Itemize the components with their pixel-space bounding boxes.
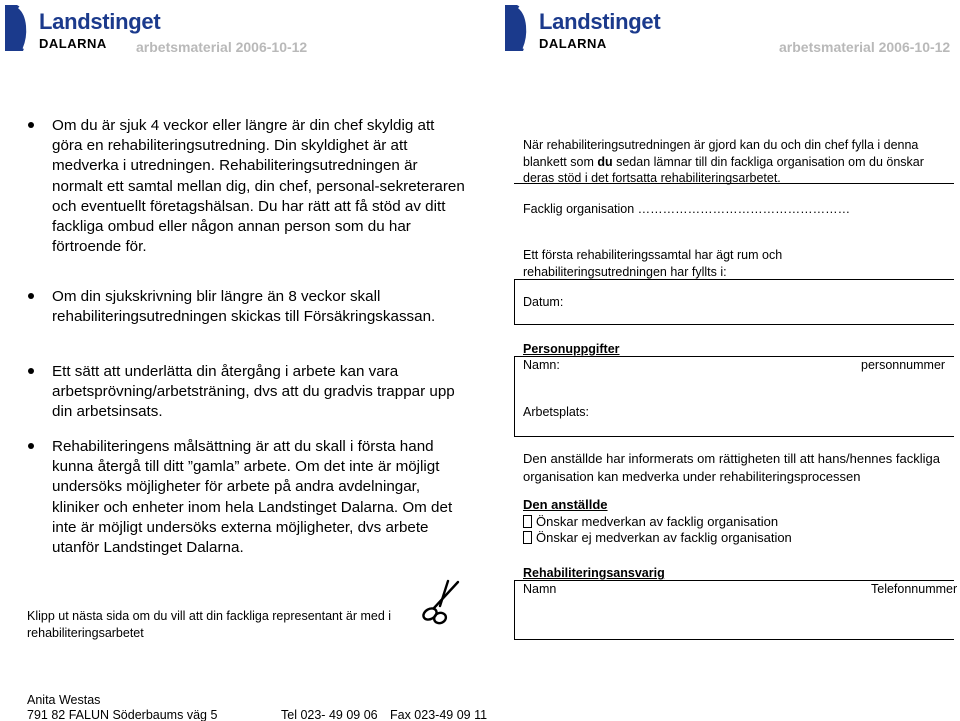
bullet-icon (28, 443, 34, 449)
bullet-icon (28, 122, 34, 128)
anstallde-heading: Den anställde (523, 497, 608, 512)
namn-field[interactable]: Namn: (523, 358, 560, 372)
field-border (514, 580, 515, 639)
bullet-icon (28, 293, 34, 299)
logo-region: DALARNA (39, 36, 107, 51)
logo-name: Landstinget (539, 9, 661, 34)
checkbox-icon[interactable] (523, 531, 532, 544)
landstinget-logo-right (503, 3, 661, 53)
scissors-icon (418, 578, 466, 626)
bullet-text: Om du är sjuk 4 veckor eller längre är din chef skyldig att göra en rehabiliteringsutredning. Din skyldighet är att medverka i utredningen. Rehabiliteringsutredningen är normalt ett samtal mellan dig, din chef, personal-sekreteraren och eventuellt företagshälsan. Du har rätt att få stöd av ditt fackliga ombud eller någon annan person som du har förtroende för. (52, 117, 465, 256)
option-no-union[interactable] (523, 530, 792, 547)
divider (514, 436, 954, 437)
form-intro-part-1: När rehabiliteringsutredningen är gjord kan du och din chef fylla i denna blankett som (523, 138, 919, 169)
form-intro-part-2: sedan lämnar till din fackliga organisation om du önskar deras stöd i det fortsatta rehabiliteringsarbetet. (523, 154, 924, 185)
facklig-organisation-field[interactable]: Facklig organisation …………………………………………… (523, 202, 851, 216)
telefonnummer-field[interactable]: Telefonnummer (871, 582, 958, 596)
bullet-item (28, 116, 468, 257)
landstinget-emblem-icon (3, 3, 33, 53)
landstinget-logo-left (3, 3, 161, 53)
bullet-item (28, 362, 468, 423)
header-date-left: arbetsmaterial 2006-10-12 (136, 39, 308, 55)
informed-text: Den anställde har informerats om rättigheten till att hans/hennes fackliga organisation kan medverka under rehabiliteringsprocessen (523, 451, 940, 484)
option-label: Önskar medverkan av facklig organisation (536, 514, 779, 529)
arbetsplats-field[interactable]: Arbetsplats: (523, 405, 590, 419)
field-border (514, 356, 515, 436)
divider (514, 324, 954, 325)
option-want-union[interactable] (523, 514, 778, 531)
datum-field[interactable]: Datum: (523, 295, 564, 309)
logo-region: DALARNA (539, 36, 607, 51)
footer-name: Anita Westas (27, 693, 101, 707)
divider (514, 279, 954, 280)
bullet-item (28, 437, 468, 558)
bullet-item (28, 287, 468, 327)
personuppgifter-heading: Personuppgifter (523, 342, 620, 356)
field-border (514, 279, 515, 324)
form-intro (523, 137, 953, 187)
bullet-icon (28, 368, 34, 374)
form-intro-emphasis: du (597, 154, 613, 169)
divider (514, 183, 954, 184)
divider (514, 639, 954, 640)
personnummer-field[interactable]: personnummer (861, 358, 946, 372)
option-label: Önskar ej medverkan av facklig organisation (536, 530, 792, 545)
logo-name: Landstinget (39, 9, 161, 34)
landstinget-emblem-icon (503, 3, 533, 53)
first-meeting-text: Ett första rehabiliteringssamtal har ägt rum och rehabiliteringsutredningen har fyllts i: (523, 248, 783, 279)
bullet-text: Om din sjukskrivning blir längre än 8 veckor skall rehabiliteringsutredningen skickas till Försäkringskassan. (52, 288, 436, 326)
footer-fax: Fax 023-49 09 11 (390, 708, 488, 721)
footer-tel: Tel 023- 49 09 06 (281, 708, 378, 721)
bullet-text: Ett sätt att underlätta din återgång i arbete kan vara arbetsprövning/arbetsträning, dvs att du gradvis trappar upp din arbetsinsats. (52, 363, 455, 421)
clip-instruction: Klipp ut nästa sida om du vill att din fackliga representant är med i rehabiliteringsarbetet (27, 609, 392, 640)
bullet-text: Rehabiliteringens målsättning är att du skall i första hand kunna återgå till ditt ”gamla” arbete. Om det inte är möjligt undersöks möjligheter för arbete på andra avdelningar, kliniker och enheter inom hela Landstinget Dalarna. Om det inte är möjligt undersöks externa möjligheter, dvs arbete utanför Landstinget Dalarna. (52, 438, 453, 557)
checkbox-icon[interactable] (523, 515, 532, 528)
ansvarig-namn-field[interactable]: Namn (523, 582, 557, 596)
header-date-right: arbetsmaterial 2006-10-12 (779, 39, 951, 55)
ansvarig-heading: Rehabiliteringsansvarig (523, 566, 665, 580)
footer-address: 791 82 FALUN Söderbaums väg 5 (27, 708, 218, 721)
